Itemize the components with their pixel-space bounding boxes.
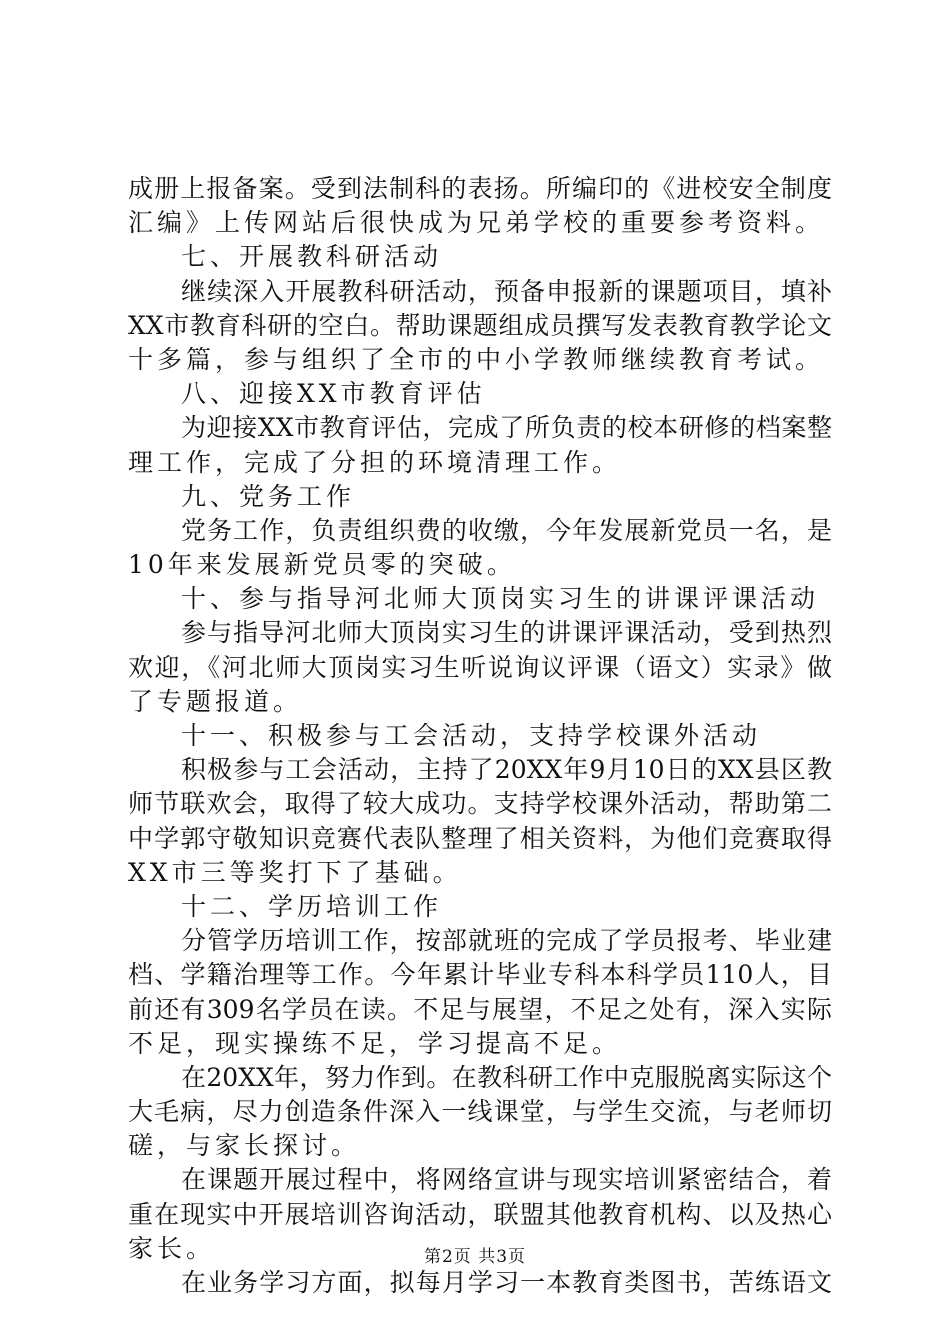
text-line: 10年来发展新党员零的突破。 [128, 550, 516, 580]
text-line: 十一、积极参与工会活动，支持学校课外活动 [181, 721, 762, 750]
text-line: 在20XX年，努力作到。在教科研工作中克服脱离实际这个 [181, 1062, 832, 1092]
text-line: 参与指导河北师大顶岗实习生的讲课评课活动，受到热烈 [181, 618, 832, 648]
text-line: 十二、学历培训工作 [181, 891, 443, 921]
text-line: 在课题开展过程中，将网络宣讲与现实培训紧密结合，着 [181, 1165, 832, 1195]
text-line: 汇编》上传网站后很快成为兄弟学校的重要参考资料。 [128, 208, 825, 238]
text-line: 积极参与工会活动，主持了20XX年9月10日的XX县区教 [181, 755, 832, 785]
text-line: 磋，与家长探讨。 [128, 1131, 361, 1161]
text-line: 理工作，完成了分担的环境清理工作。 [128, 447, 622, 477]
text-line: 中学郭守敬知识竞赛代表队整理了相关资料，为他们竞赛取得 [128, 823, 832, 853]
page-footer [0, 1247, 950, 1267]
text-line: 重在现实中开展培训咨询活动，联盟其他教育机构、以及热心 [128, 1199, 832, 1229]
text-line: 了专题报道。 [128, 686, 303, 716]
text-line: 欢迎，《河北师大顶岗实习生听说询议评课（语文）实录》做 [128, 652, 832, 682]
text-line: 为迎接XX市教育评估，完成了所负责的校本研修的档案整 [181, 413, 832, 443]
text-line: 档、学籍治理等工作。今年累计毕业专科本科学员110人，目 [128, 960, 832, 990]
text-line: 十多篇，参与组织了全市的中小学教师继续教育考试。 [128, 344, 825, 374]
text-line: 分管学历培训工作，按部就班的完成了学员报考、毕业建 [181, 926, 832, 956]
page-number-label: 第2页 共3页 [423, 1247, 527, 1267]
document-body [128, 172, 832, 1300]
text-line: 大毛病，尽力创造条件深入一线课堂，与学生交流，与老师切 [128, 1097, 832, 1127]
text-line: XX市三等奖打下了基础。 [128, 857, 462, 887]
text-line: 师节联欢会，取得了较大成功。支持学校课外活动，帮助第二 [128, 789, 832, 819]
text-line: 十、参与指导河北师大顶岗实习生的讲课评课活动 [181, 584, 820, 614]
text-line: 在业务学习方面，拟每月学习一本教育类图书，苦练语文 [181, 1268, 832, 1297]
text-line: 七、开展教科研活动 [181, 242, 443, 272]
text-line: 不足，现实操练不足，学习提高不足。 [128, 1028, 622, 1058]
text-line: 八、迎接XX市教育评估 [181, 379, 486, 409]
text-line: 继续深入开展教科研活动，预备申报新的课题项目，填补 [181, 276, 832, 306]
text-line: 成册上报备案。受到法制科的表扬。所编印的《进校安全制度 [128, 174, 832, 203]
text-line: 九、党务工作 [181, 481, 356, 511]
text-line: XX市教育科研的空白。帮助课题组成员撰写发表教育教学论文 [128, 310, 832, 340]
text-line: 党务工作，负责组织费的收缴，今年发展新党员一名，是 [181, 515, 832, 545]
text-line: 前还有309名学员在读。不足与展望，不足之处有，深入实际 [128, 994, 832, 1024]
text-line: 家长。 [128, 1233, 216, 1263]
